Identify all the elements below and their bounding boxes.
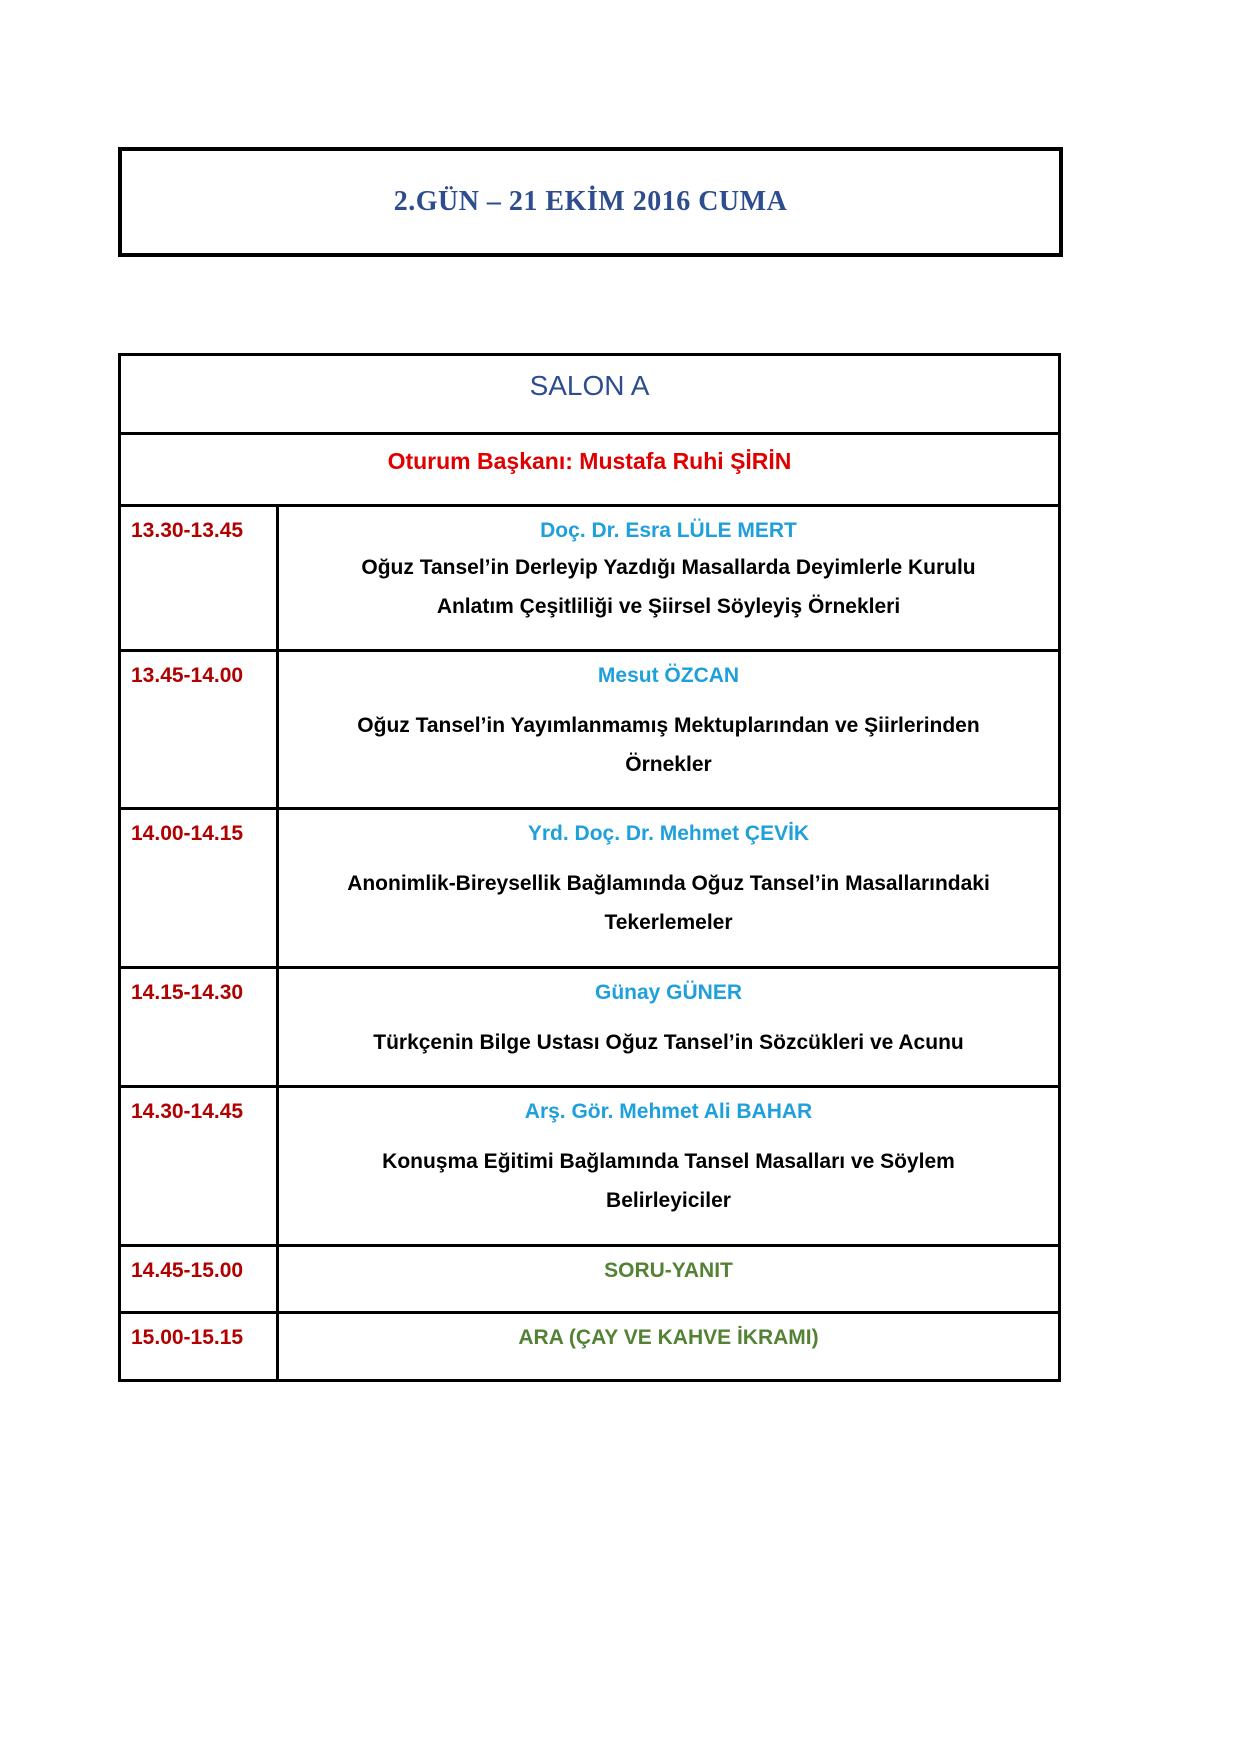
session-time: 13.45-14.00 [120, 651, 278, 809]
session-chair-cell [120, 434, 1060, 506]
break-row [120, 1313, 1060, 1381]
break-label: ARA (ÇAY VE KAHVE İKRAMI) [518, 1326, 819, 1349]
session-content [278, 809, 1060, 968]
session-row [120, 968, 1060, 1087]
paper-title-line: Konuşma Eğitimi Bağlamında Tansel Masalları ve Söylem [382, 1150, 955, 1173]
salon-row [120, 355, 1060, 434]
paper-title-line: Oğuz Tansel’in Derleyip Yazdığı Masallarda Deyimlerle Kurulu [361, 556, 976, 579]
session-time: 13.30-13.45 [120, 506, 278, 651]
speaker-name: Günay GÜNER [594, 981, 743, 1004]
paper-title-line: Örnekler [625, 753, 712, 776]
speaker-name: Arş. Gör. Mehmet Ali BAHAR [524, 1100, 813, 1123]
break-time: 15.00-15.15 [120, 1313, 278, 1381]
session-content [278, 1087, 1060, 1246]
break-row [120, 1246, 1060, 1313]
chair-row [120, 434, 1060, 506]
session-row [120, 1087, 1060, 1246]
paper-title [279, 864, 1058, 942]
speaker-name: Doç. Dr. Esra LÜLE MERT [540, 519, 797, 542]
speaker-name: Mesut ÖZCAN [597, 664, 740, 687]
salon-title-cell [120, 355, 1060, 434]
paper-title-line: Türkçenin Bilge Ustası Oğuz Tansel’in Sözcükleri ve Acunu [373, 1031, 964, 1054]
session-content [278, 968, 1060, 1087]
program-table [118, 353, 1061, 1382]
session-row [120, 651, 1060, 809]
session-time: 14.30-14.45 [120, 1087, 278, 1246]
break-label: SORU-YANIT [604, 1259, 733, 1282]
paper-title [279, 706, 1058, 784]
break-content [278, 1313, 1060, 1381]
salon-title: SALON A [529, 370, 650, 401]
paper-title [279, 1142, 1058, 1220]
paper-title-line: Belirleyiciler [606, 1189, 731, 1212]
break-content [278, 1246, 1060, 1313]
break-time: 14.45-15.00 [120, 1246, 278, 1313]
paper-title-line: Oğuz Tansel’in Yayımlanmamış Mektuplarından ve Şiirlerinden [357, 714, 980, 737]
day-header-box [118, 147, 1063, 257]
paper-title [279, 1023, 1058, 1062]
day-title: 2.GÜN – 21 EKİM 2016 CUMA [393, 186, 788, 217]
session-row [120, 506, 1060, 651]
session-row [120, 809, 1060, 968]
paper-title-line: Tekerlemeler [604, 911, 733, 934]
paper-title-line: Anlatım Çeşitliliği ve Şiirsel Söyleyiş Örnekleri [436, 595, 901, 618]
session-time: 14.00-14.15 [120, 809, 278, 968]
paper-title [279, 548, 1058, 626]
session-chair: Oturum Başkanı: Mustafa Ruhi ŞİRİN [387, 448, 792, 474]
paper-title-line: Anonimlik-Bireysellik Bağlamında Oğuz Tansel’in Masallarındaki [347, 872, 990, 895]
session-content [278, 506, 1060, 651]
speaker-name: Yrd. Doç. Dr. Mehmet ÇEVİK [527, 822, 810, 845]
session-time: 14.15-14.30 [120, 968, 278, 1087]
session-content [278, 651, 1060, 809]
